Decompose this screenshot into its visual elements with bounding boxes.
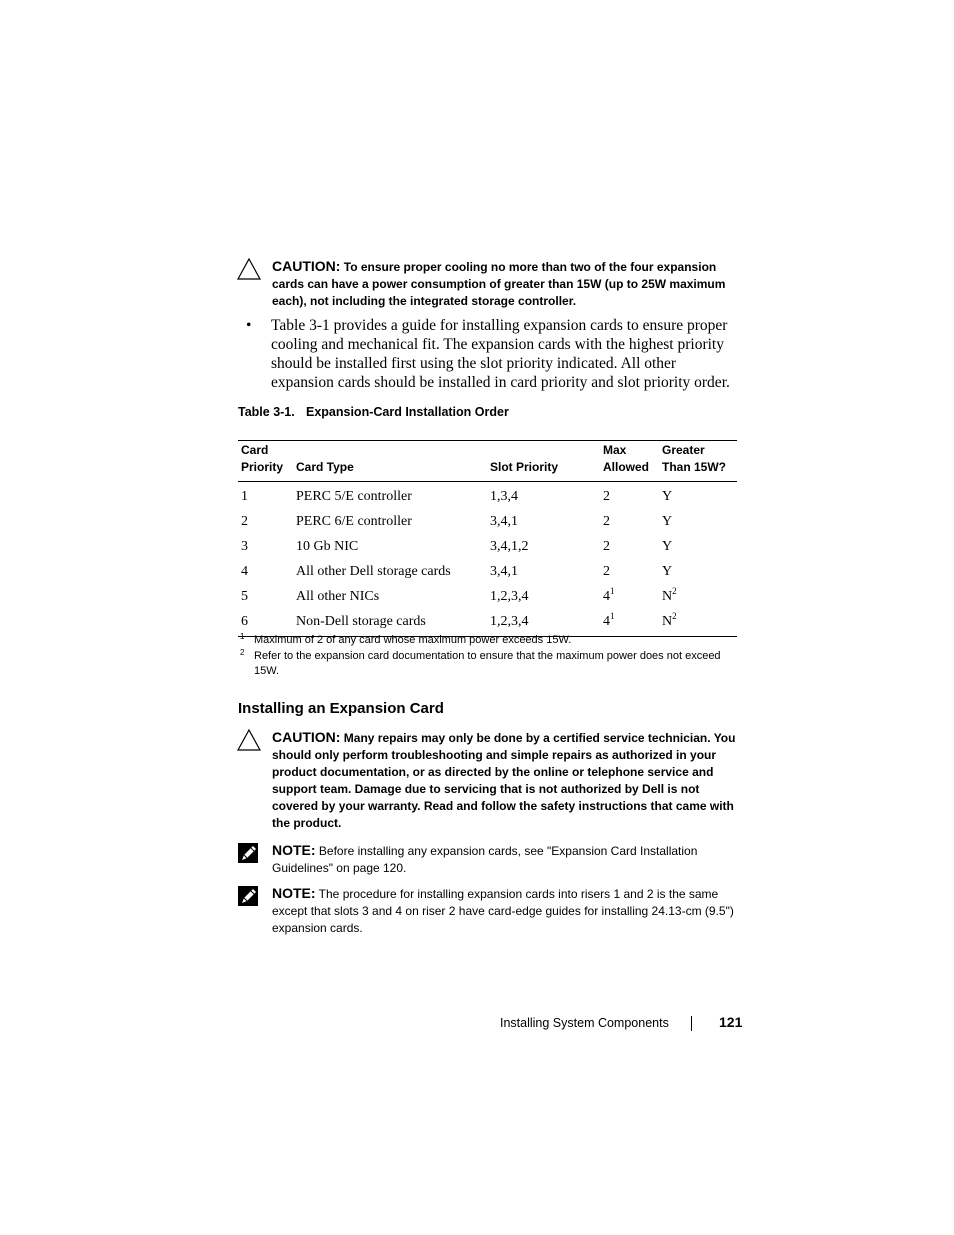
greater-value: Y	[662, 513, 673, 529]
greater-value: Y	[662, 488, 673, 504]
cell-priority: 3	[241, 538, 248, 554]
cell-slot-priority: 1,2,3,4	[490, 588, 529, 604]
header-card-priority-line2: Priority	[241, 460, 284, 474]
header-slot-priority: Slot Priority	[487, 441, 600, 482]
note-text	[272, 885, 737, 937]
caution-label: CAUTION:	[272, 729, 341, 745]
greater-footnote-ref: 2	[672, 585, 677, 596]
footer-separator	[691, 1016, 692, 1031]
note-body: The procedure for installing expansion cards into risers 1 and 2 is the same except that slots 3 and 4 on riser 2 have card-edge guides for installing 24.13-cm (9.5") expansion cards.	[272, 887, 734, 935]
cell-slot-priority: 3,4,1	[490, 563, 518, 579]
cell-priority: 6	[238, 609, 293, 637]
caution-notice	[237, 729, 737, 832]
cell-card-type: All other Dell storage cards	[296, 563, 451, 579]
table-header-row	[238, 441, 737, 482]
caution-icon	[237, 729, 261, 751]
header-max-allowed-line1: Max	[603, 443, 627, 457]
cell-max-allowed	[600, 559, 659, 584]
header-max-allowed	[600, 441, 659, 482]
bullet-item	[246, 316, 738, 392]
header-card-type: Card Type	[293, 441, 487, 482]
footnote-number: 1	[240, 632, 245, 641]
footnote-number: 2	[240, 647, 245, 657]
greater-value: N	[662, 588, 673, 604]
section-heading: Installing an Expansion Card	[238, 700, 444, 717]
table-row	[238, 584, 737, 609]
cell-priority: 5	[241, 588, 248, 604]
cell-card-type: Non-Dell storage cards	[293, 609, 487, 637]
note-label: NOTE:	[272, 885, 316, 901]
caution-body: To ensure proper cooling no more than two of the four expansion cards can have a power consumption of greater than 15W (up to 25W maximum each), not including the integrated storage controller.	[272, 260, 726, 308]
table-footnotes	[238, 633, 737, 680]
caution-text	[272, 258, 737, 310]
table-row	[238, 559, 737, 584]
cell-max-allowed	[600, 482, 659, 510]
cell-slot-priority: 1,2,3,4	[487, 609, 600, 637]
note-pencil-icon	[237, 885, 261, 907]
footnote-text: Refer to the expansion card documentation to ensure that the maximum power does not exceed 15W.	[254, 649, 721, 677]
max-value: 2	[603, 488, 610, 504]
cell-greater-than-15w	[659, 559, 737, 584]
cell-card-type: PERC 6/E controller	[296, 513, 412, 529]
table-caption	[238, 405, 509, 419]
page-number: 121	[719, 1014, 743, 1030]
cell-slot-priority: 3,4,1	[490, 513, 518, 529]
header-greater-line2: Than 15W?	[662, 460, 727, 474]
greater-value: Y	[662, 538, 673, 554]
header-card-priority-line1: Card	[241, 443, 269, 457]
table-caption-title: Expansion-Card Installation Order	[306, 405, 509, 419]
note-notice	[237, 842, 737, 877]
table-row	[238, 534, 737, 559]
cell-slot-priority: 3,4,1,2	[490, 538, 529, 554]
cell-priority: 1	[241, 488, 248, 504]
caution-body: Many repairs may only be done by a certified service technician. You should only perform troubleshooting and simple repairs as authorized in your product documentation, or as directed by the online or telephone service and support team. Damage due to servicing that is not authorized by Dell is not covered by your warranty. Read and follow the safety instructions that came with the product.	[272, 731, 736, 830]
greater-value: Y	[662, 563, 673, 579]
caution-notice	[237, 258, 737, 310]
max-footnote-ref: 1	[610, 585, 615, 596]
max-value: 4	[603, 613, 610, 629]
bullet-text: Table 3-1 provides a guide for installing expansion cards to ensure proper cooling and mechanical fit. The expansion cards with the highest priority should be installed first using the slot priority indicated. All other expansion cards should be installed in card priority and slot priority order.	[271, 317, 730, 391]
header-greater-line1: Greater	[662, 443, 705, 457]
cell-max-allowed	[600, 584, 659, 609]
note-notice	[237, 885, 737, 937]
cell-greater-than-15w	[659, 482, 737, 510]
cell-card-type: All other NICs	[296, 588, 380, 604]
table-row	[238, 482, 737, 510]
footnote	[238, 633, 737, 649]
caution-icon	[237, 258, 261, 280]
table-row	[238, 509, 737, 534]
caution-label: CAUTION:	[272, 258, 341, 274]
note-pencil-icon	[237, 842, 261, 864]
max-value: 2	[603, 513, 610, 529]
caution-text	[272, 729, 737, 832]
note-text	[272, 842, 737, 877]
greater-footnote-ref: 2	[672, 610, 677, 621]
header-greater-than-15w	[659, 441, 737, 482]
cell-card-type: PERC 5/E controller	[296, 488, 412, 504]
cell-card-type: 10 Gb NIC	[296, 538, 359, 554]
cell-slot-priority: 1,3,4	[490, 488, 518, 504]
cell-priority: 4	[241, 563, 248, 579]
note-body: Before installing any expansion cards, see "Expansion Card Installation Guidelines" on page 120.	[272, 844, 698, 875]
cell-max-allowed	[600, 534, 659, 559]
footer-chapter-title: Installing System Components	[500, 1016, 669, 1030]
note-label: NOTE:	[272, 842, 316, 858]
max-value: 2	[603, 538, 610, 554]
table-caption-number: Table 3-1.	[238, 405, 295, 419]
expansion-card-table	[238, 440, 737, 637]
footnote-text: Maximum of 2 of any card whose maximum power exceeds 15W.	[254, 634, 572, 646]
header-max-allowed-line2: Allowed	[603, 460, 650, 474]
cell-max-allowed	[600, 509, 659, 534]
max-value: 4	[603, 588, 610, 604]
bullet-symbol: •	[246, 317, 252, 334]
max-footnote-ref: 1	[610, 610, 615, 621]
header-card-priority	[238, 441, 293, 482]
cell-greater-than-15w	[659, 509, 737, 534]
cell-priority: 2	[241, 513, 248, 529]
cell-greater-than-15w	[659, 584, 737, 609]
max-value: 2	[603, 563, 610, 579]
footnote	[238, 649, 737, 680]
cell-greater-than-15w	[659, 534, 737, 559]
greater-value: N	[662, 613, 673, 629]
